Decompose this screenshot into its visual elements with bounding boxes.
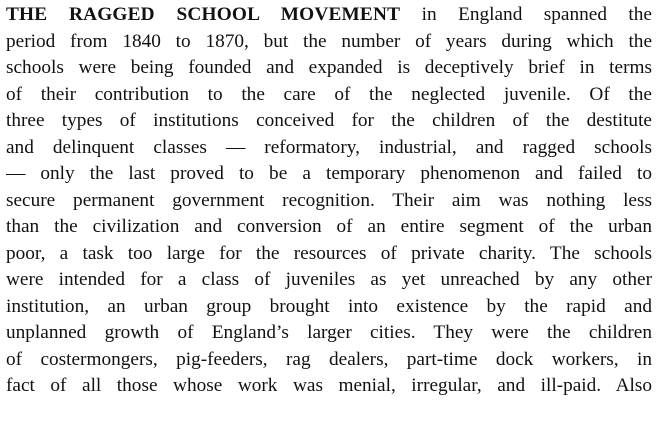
paragraph-line-11: were intended for a class of juveniles as yet unreached by any other [6, 269, 652, 290]
paragraph-line-6: and delinquent classes — reformatory, industrial, and ragged schools [6, 136, 652, 158]
paragraph-line-4: of their contribution to the care of the neglected juvenile. Of the [6, 83, 652, 105]
paragraph-line-1 [6, 2, 652, 29]
paragraph-line-2: period from 1840 to 1870, but the number of years during which the [6, 30, 652, 52]
paragraph-line-15: fact of all those whose work was menial, irregular, and ill-paid. Also [6, 375, 652, 396]
paragraph-line-14: of costermongers, pig-feeders, rag dealers, part-time dock workers, in [6, 348, 652, 370]
paragraph-line-12: institution, an urban group brought into existence by the rapid and [6, 295, 652, 317]
paragraph-line-3: schools were being founded and expanded is deceptively brief in terms [6, 57, 652, 78]
paragraph-line-9: than the civilization and conversion of an entire segment of the urban [6, 216, 652, 237]
paragraph-line-8: secure permanent government recognition. Their aim was nothing less [6, 189, 652, 211]
paragraph-line-10: poor, a task too large for the resources of private charity. The schools [6, 242, 652, 264]
paragraph-line-13: unplanned growth of England’s larger cities. They were the children [6, 322, 652, 343]
line-1-text: in England spanned the [400, 4, 652, 25]
paragraph-line-7: — only the last proved to be a temporary phenomenon and failed to [6, 163, 652, 184]
lead-heading: THE RAGGED SCHOOL MOVEMENT [6, 4, 401, 25]
document-page [6, 2, 652, 400]
paragraph-line-5: three types of institutions conceived for the children of the destitute [6, 110, 652, 131]
